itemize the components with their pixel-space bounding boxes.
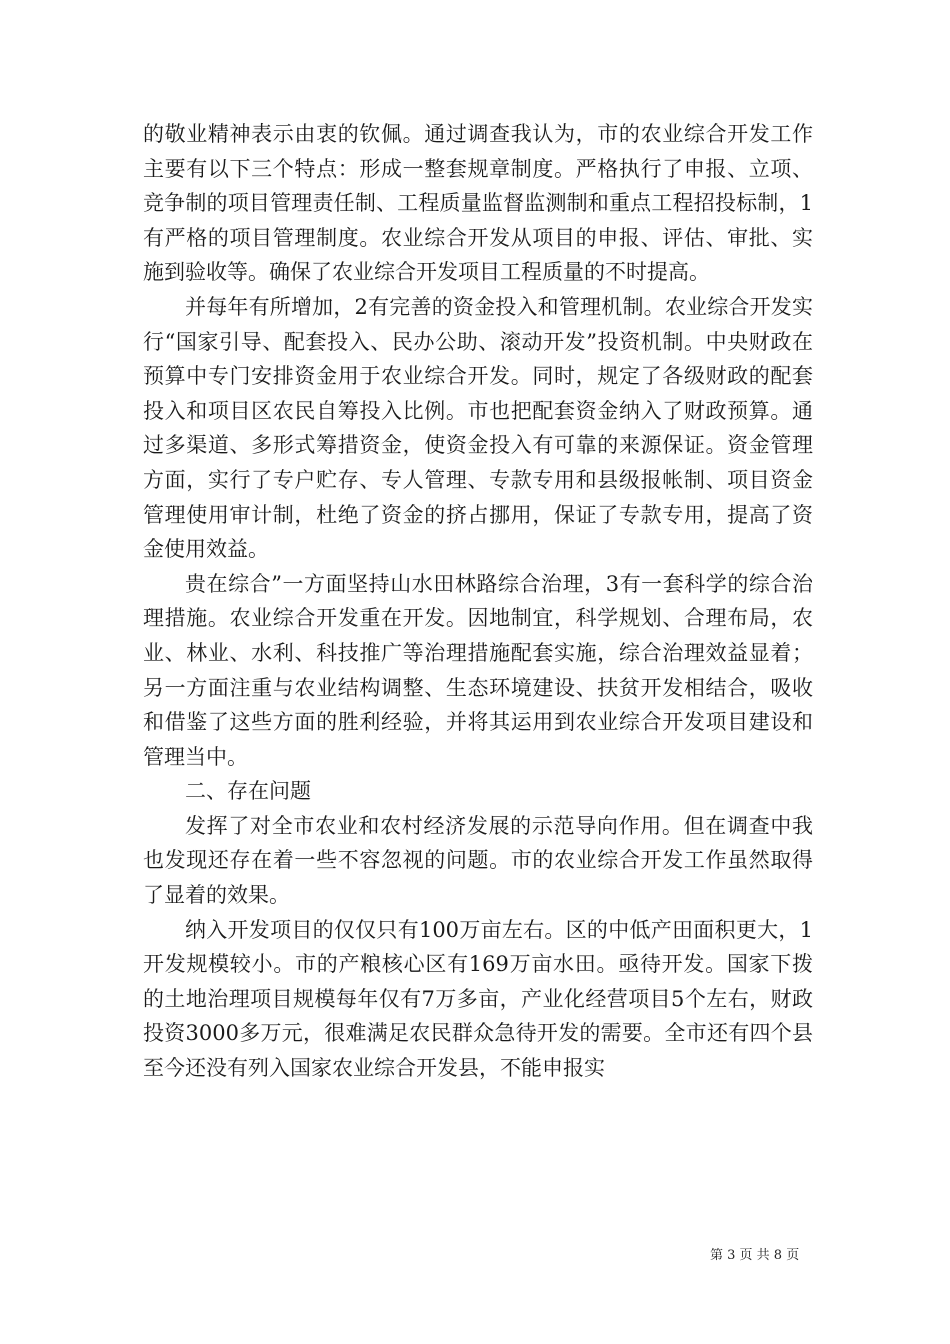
page-number: 第 3 页 共 8 页 [710,1248,800,1263]
paragraph-2: 并每年有所增加，2有完善的资金投入和管理机制。农业综合开发实行“国家引导、配套投入、民办公助、滚动开发”投资机制。中央财政在预算中专门安排资金用于农业综合开发。同时，规定了各级财政的配套投入和项目区农民自筹投入比例。市也把配套资金纳入了财政预算。通过多渠道、多形式筹措资金，使资金投入有可靠的来源保证。资金管理方面，实行了专户贮存、专人管理、专款专用和县级报帐制、项目资金管理使用审计制，杜绝了资金的挤占挪用，保证了专款专用，提高了资金使用效益。 [143,294,813,562]
section-heading: 二、存在问题 [185,779,311,804]
body-text [143,117,813,1086]
paragraph-5: 纳入开发项目的仅仅只有100万亩左右。区的中低产田面积更大，1开发规模较小。市的产粮核心区有169万亩水田。亟待开发。国家下拨的土地治理项目规模每年仅有7万多亩，产业化经营项目5个左右，财政投资3000多万元，很难满足农民群众急待开发的需要。全市还有四个县至今还没有列入国家农业综合开发县，不能申报实 [143,917,813,1081]
paragraph-4: 发挥了对全市农业和农村经济发展的示范导向作用。但在调查中我也发现还存在着一些不容忽视的问题。市的农业综合开发工作虽然取得了显着的效果。 [143,813,813,908]
paragraph-3: 贵在综合”一方面坚持山水田林路综合治理，3有一套科学的综合治理措施。农业综合开发重在开发。因地制宜，科学规划、合理布局，农业、林业、水利、科技推广等治理措施配套实施，综合治理效益显着；另一方面注重与农业结构调整、生态环境建设、扶贫开发相结合，吸收和借鉴了这些方面的胜利经验，并将其运用到农业综合开发项目建设和管理当中。 [143,571,813,769]
paragraph-1: 的敬业精神表示由衷的钦佩。通过调查我认为，市的农业综合开发工作主要有以下三个特点：形成一整套规章制度。严格执行了申报、立项、竞争制的项目管理责任制、工程质量监督监测制和重点工程招投标制，1有严格的项目管理制度。农业综合开发从项目的申报、评估、审批、实施到验收等。确保了农业综合开发项目工程质量的不时提高。 [143,122,813,285]
